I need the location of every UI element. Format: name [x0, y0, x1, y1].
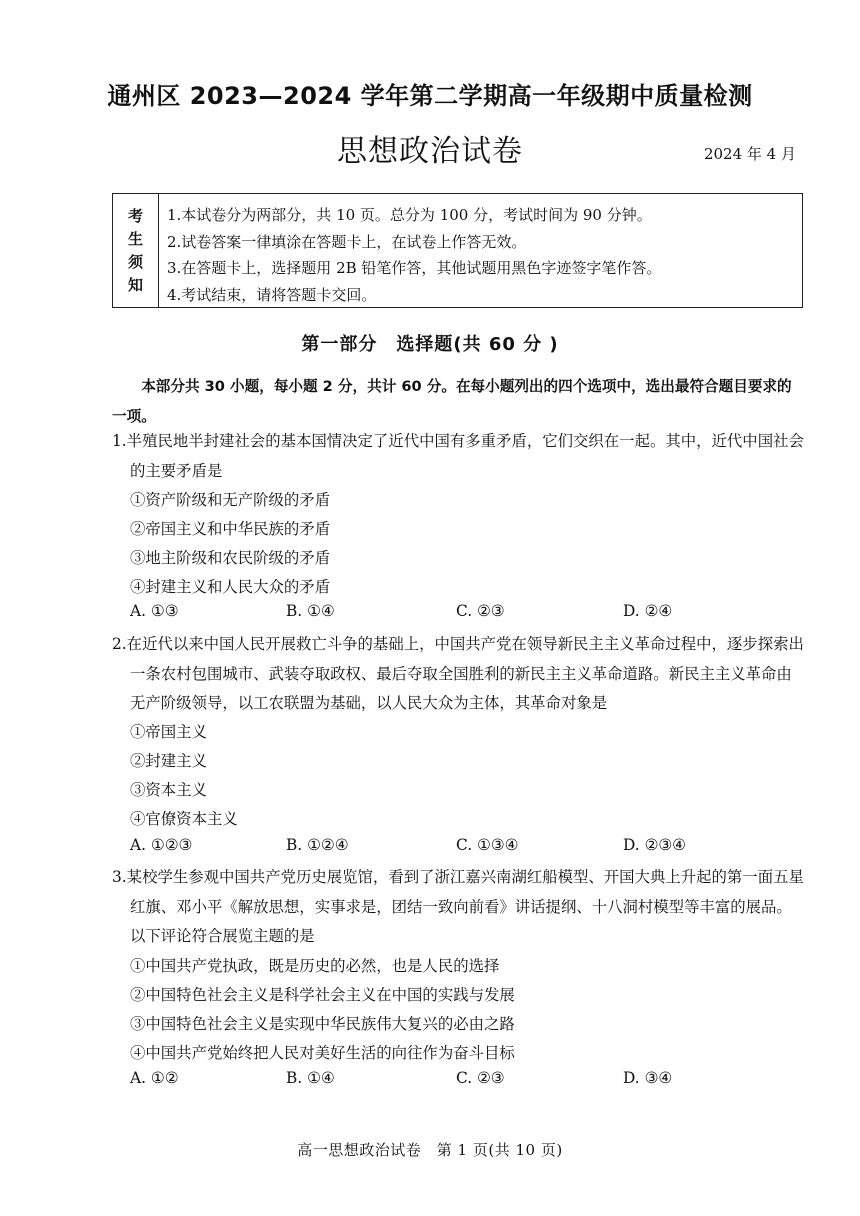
notice-item: 4.考试结束，请将答题卡交回。 — [167, 285, 377, 304]
notice-item: 3.在答题卡上，选择题用 2B 铅笔作答，其他试题用黑色字迹签字笔作答。 — [167, 259, 662, 277]
question-3-stem: 3.某校学生参观中国共产党历史展览馆，看到了浙江嘉兴南湖红船模型、开国大典上升起的第一面五星红旗、邓小平《解放思想，实事求是，团结一致向前看》讲话提纲、十八洞村模型等丰富的展品。以下评论符合展览主题的是 — [112, 868, 804, 945]
page-footer: 高一思想政治试卷 第 1 页(共 10 页) — [297, 1141, 563, 1159]
question-2-stem: 2.在近代以来中国人民开展救亡斗争的基础上，中国共产党在领导新民主主义革命过程中，逐步探索出一条农村包围城市、武装夺取政权、最后夺取全国胜利的新民主主义革命道路。新民主主义革命由无产阶级领导，以工农联盟为基础，以人民大众为主体，其革命对象是 — [112, 635, 804, 712]
notice-label-char: 知 — [127, 275, 143, 294]
question-2-option: ①帝国主义 — [130, 723, 207, 741]
notice-label-char: 须 — [127, 252, 143, 271]
choice-a: A. ①② — [130, 1069, 179, 1087]
choice-c: C. ②③ — [456, 602, 505, 620]
question-3-option: ④中国共产党始终把人民对美好生活的向往作为奋斗目标 — [130, 1044, 515, 1062]
notice-items — [159, 194, 661, 307]
notice-label-char: 考 — [127, 206, 143, 225]
question-2-choices — [130, 836, 810, 866]
exam-date: 2024 年 4 月 — [703, 145, 796, 163]
question-3-option: ③中国特色社会主义是实现中华民族伟大复兴的必由之路 — [130, 1015, 515, 1033]
section-instructions: 本部分共 30 小题，每小题 2 分，共计 60 分。在每小题列出的四个选项中，选出最符合题目要求的一项。 — [112, 378, 792, 425]
choice-b: B. ①②④ — [286, 836, 349, 854]
notice-label — [113, 194, 159, 307]
choice-d: D. ②③④ — [623, 836, 686, 854]
notice-label-char: 生 — [127, 229, 143, 248]
question-3-option: ①中国共产党执政，既是历史的必然，也是人民的选择 — [130, 957, 500, 975]
choice-d: D. ②④ — [623, 602, 673, 620]
question-2-option: ②封建主义 — [130, 752, 207, 770]
choice-a: A. ①②③ — [130, 836, 193, 854]
question-1-option: ①资产阶级和无产阶级的矛盾 — [130, 491, 331, 509]
candidate-notice-box — [112, 193, 803, 308]
question-2-option: ③资本主义 — [130, 781, 207, 799]
question-1-choices — [130, 602, 810, 632]
notice-item: 1.本试卷分为两部分，共 10 页。总分为 100 分，考试时间为 90 分钟。 — [167, 206, 652, 224]
exam-title: 通州区 2023—2024 学年第二学期高一年级期中质量检测 — [107, 82, 753, 110]
notice-item: 2.试卷答案一律填涂在答题卡上，在试卷上作答无效。 — [167, 232, 527, 251]
question-1-option: ④封建主义和人民大众的矛盾 — [130, 578, 331, 596]
question-1-option: ②帝国主义和中华民族的矛盾 — [130, 520, 331, 538]
choice-b: B. ①④ — [286, 602, 335, 620]
choice-a: A. ①③ — [130, 602, 179, 620]
section-title: 第一部分 选择题(共 60 分 ) — [301, 334, 559, 355]
question-3-option: ②中国特色社会主义是科学社会主义在中国的实践与发展 — [130, 986, 515, 1004]
question-1-option: ③地主阶级和农民阶级的矛盾 — [130, 549, 331, 567]
choice-d: D. ③④ — [623, 1069, 673, 1087]
question-2-option: ④官僚资本主义 — [130, 810, 238, 828]
choice-c: C. ①③④ — [456, 836, 519, 854]
exam-subject: 思想政治试卷 — [337, 134, 523, 169]
question-3-choices — [130, 1069, 810, 1099]
choice-b: B. ①④ — [286, 1069, 335, 1087]
choice-c: C. ②③ — [456, 1069, 505, 1087]
question-1-stem: 1.半殖民地半封建社会的基本国情决定了近代中国有多重矛盾，它们交织在一起。其中，近代中国社会的主要矛盾是 — [112, 432, 804, 480]
